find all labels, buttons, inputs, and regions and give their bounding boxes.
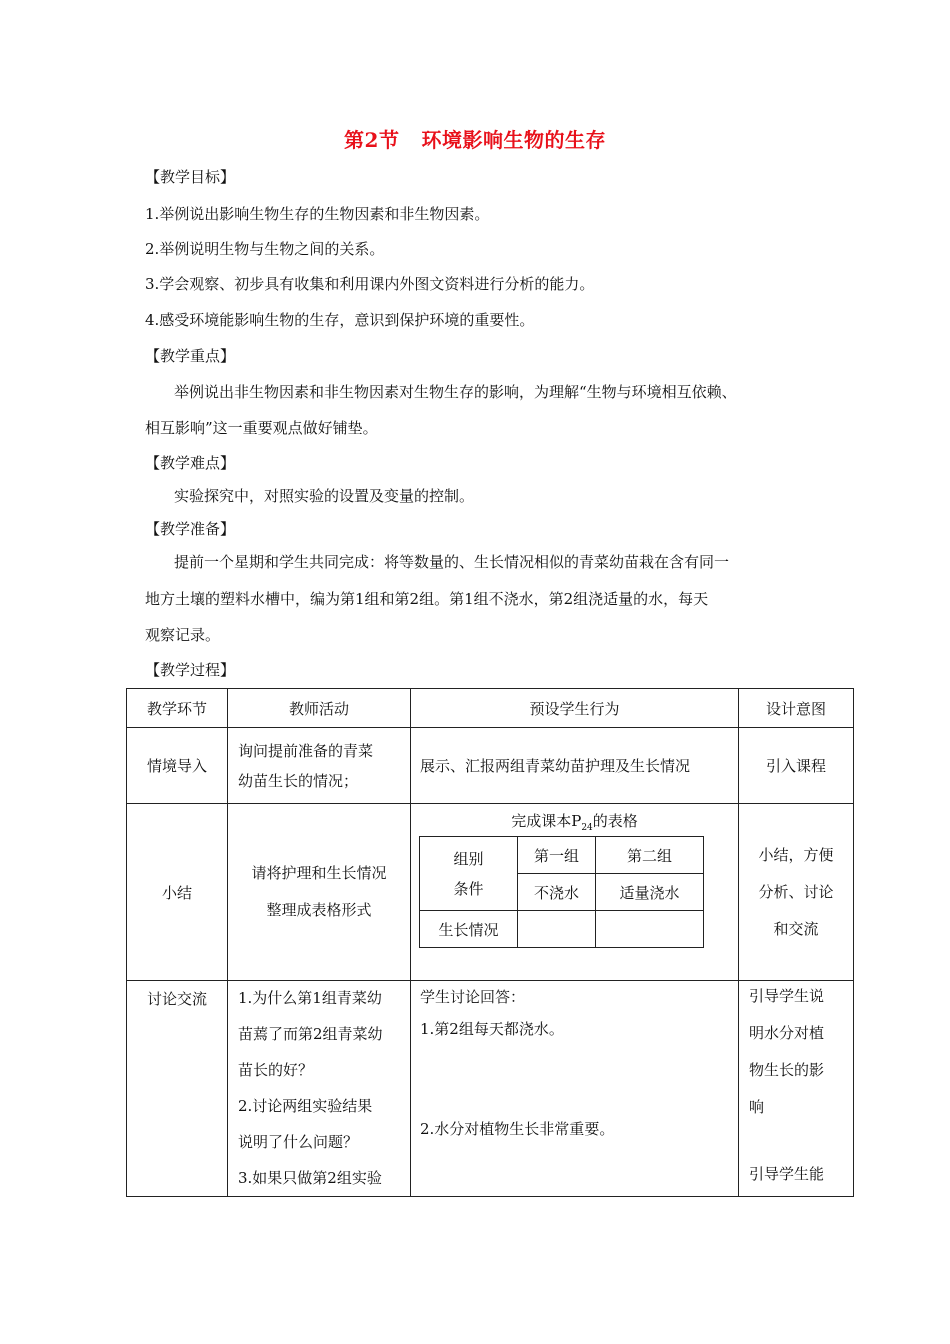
goals-heading: 【教学目标】 [145, 168, 236, 186]
teacher-line: 3.如果只做第2组实验 [238, 1169, 382, 1187]
stage-cell: 情境导入 [127, 728, 228, 804]
growth-cell-g1 [518, 911, 596, 948]
caption-text: 完成课本P [511, 812, 582, 830]
goal-item: 1.举例说出影响生物生存的生物因素和非生物因素。 [145, 205, 490, 223]
intent-line: 物生长的影 [749, 1061, 825, 1079]
group-label: 组别 [453, 849, 484, 868]
goal-item: 2.举例说明生物与生物之间的关系。 [145, 240, 385, 258]
teacher-line: 询问提前准备的青菜 [238, 741, 374, 760]
group-condition-header [420, 837, 518, 911]
growth-label: 生长情况 [420, 911, 518, 948]
stage-cell: 小结 [127, 804, 228, 981]
condition-label: 条件 [453, 879, 484, 898]
intent-line: 明水分对植 [749, 1024, 825, 1042]
teacher-cell [228, 981, 411, 1197]
observation-table [419, 836, 704, 948]
student-cell: 展示、汇报两组青菜幼苗护理及生长情况 [411, 728, 739, 804]
caption-text: 的表格 [592, 812, 638, 830]
intent-line: 小结，方便 [758, 845, 834, 864]
teacher-cell [228, 728, 411, 804]
header-cell: 预设学生行为 [411, 689, 739, 728]
student-line: 2.水分对植物生长非常重要。 [420, 1120, 615, 1138]
table-header-row [127, 689, 854, 728]
difficulty-text: 实验探究中，对照实验的设置及变量的控制。 [174, 487, 475, 505]
header-cell: 教师活动 [228, 689, 411, 728]
intent-line: 和交流 [773, 919, 819, 938]
group2-condition: 适量浇水 [596, 874, 704, 911]
student-table-caption [411, 810, 738, 836]
title-text: 环境影响生物的生存 [421, 128, 606, 152]
group1-condition: 不浇水 [518, 874, 596, 911]
student-line: 1.第2组每天都浇水。 [420, 1020, 564, 1038]
table-row [127, 981, 854, 1197]
prep-heading: 【教学准备】 [145, 520, 236, 538]
teacher-line: 1.为什么第1组青菜幼 [238, 989, 382, 1007]
process-heading: 【教学过程】 [145, 661, 236, 679]
student-cell [411, 981, 739, 1197]
key-text-line: 举例说出非生物因素和非生物因素对生物生存的影响，为理解“生物与环境相互依赖、 [174, 383, 737, 401]
stage-cell [127, 981, 228, 1197]
teacher-line: 整理成表格形式 [266, 901, 372, 919]
group1-label: 第一组 [518, 837, 596, 874]
goal-item: 3.学会观察、初步具有收集和利用课内外图文资料进行分析的能力。 [145, 275, 595, 293]
page-title [0, 124, 950, 153]
difficulty-heading: 【教学难点】 [145, 454, 236, 472]
intent-line: 分析、讨论 [758, 882, 834, 901]
growth-cell-g2 [596, 911, 704, 948]
goal-item: 4.感受环境能影响生物的生存，意识到保护环境的重要性。 [145, 311, 535, 329]
lesson-process-table [126, 688, 854, 1197]
stage-text: 讨论交流 [146, 990, 207, 1008]
header-cell: 教学环节 [127, 689, 228, 728]
student-cell [411, 804, 739, 981]
group2-label: 第二组 [596, 837, 704, 874]
prep-text-line: 观察记录。 [145, 626, 221, 644]
key-heading: 【教学重点】 [145, 347, 236, 365]
header-cell: 设计意图 [739, 689, 854, 728]
teacher-line: 幼苗生长的情况； [238, 771, 359, 790]
prep-text-line: 提前一个星期和学生共同完成：将等数量的、生长情况相似的青菜幼苗栽在含有同一 [174, 553, 730, 571]
intent-cell: 引入课程 [739, 728, 854, 804]
teacher-cell [228, 804, 411, 981]
teacher-line: 苗长的好？ [238, 1061, 314, 1079]
student-line: 学生讨论回答： [420, 988, 526, 1006]
table-row [127, 804, 854, 981]
key-text-line: 相互影响”这一重要观点做好铺垫。 [145, 419, 378, 437]
teacher-line: 请将护理和生长情况 [251, 864, 387, 882]
prep-text-line: 地方土壤的塑料水槽中，编为第1组和第2组。第1组不浇水，第2组浇适量的水，每天 [145, 590, 709, 608]
intent-line: 响 [749, 1098, 765, 1116]
intent-line: 引导学生说 [749, 987, 825, 1005]
teacher-line: 苗蔫了而第2组青菜幼 [238, 1025, 383, 1043]
teacher-line: 说明了什么问题？ [238, 1133, 359, 1151]
intent-line: 引导学生能 [749, 1165, 825, 1183]
teacher-line: 2.讨论两组实验结果 [238, 1097, 373, 1115]
title-number: 第2节 [344, 128, 400, 152]
table-row [127, 728, 854, 804]
intent-cell [739, 981, 854, 1197]
caption-subscript: 24 [581, 823, 593, 833]
intent-cell [739, 804, 854, 981]
